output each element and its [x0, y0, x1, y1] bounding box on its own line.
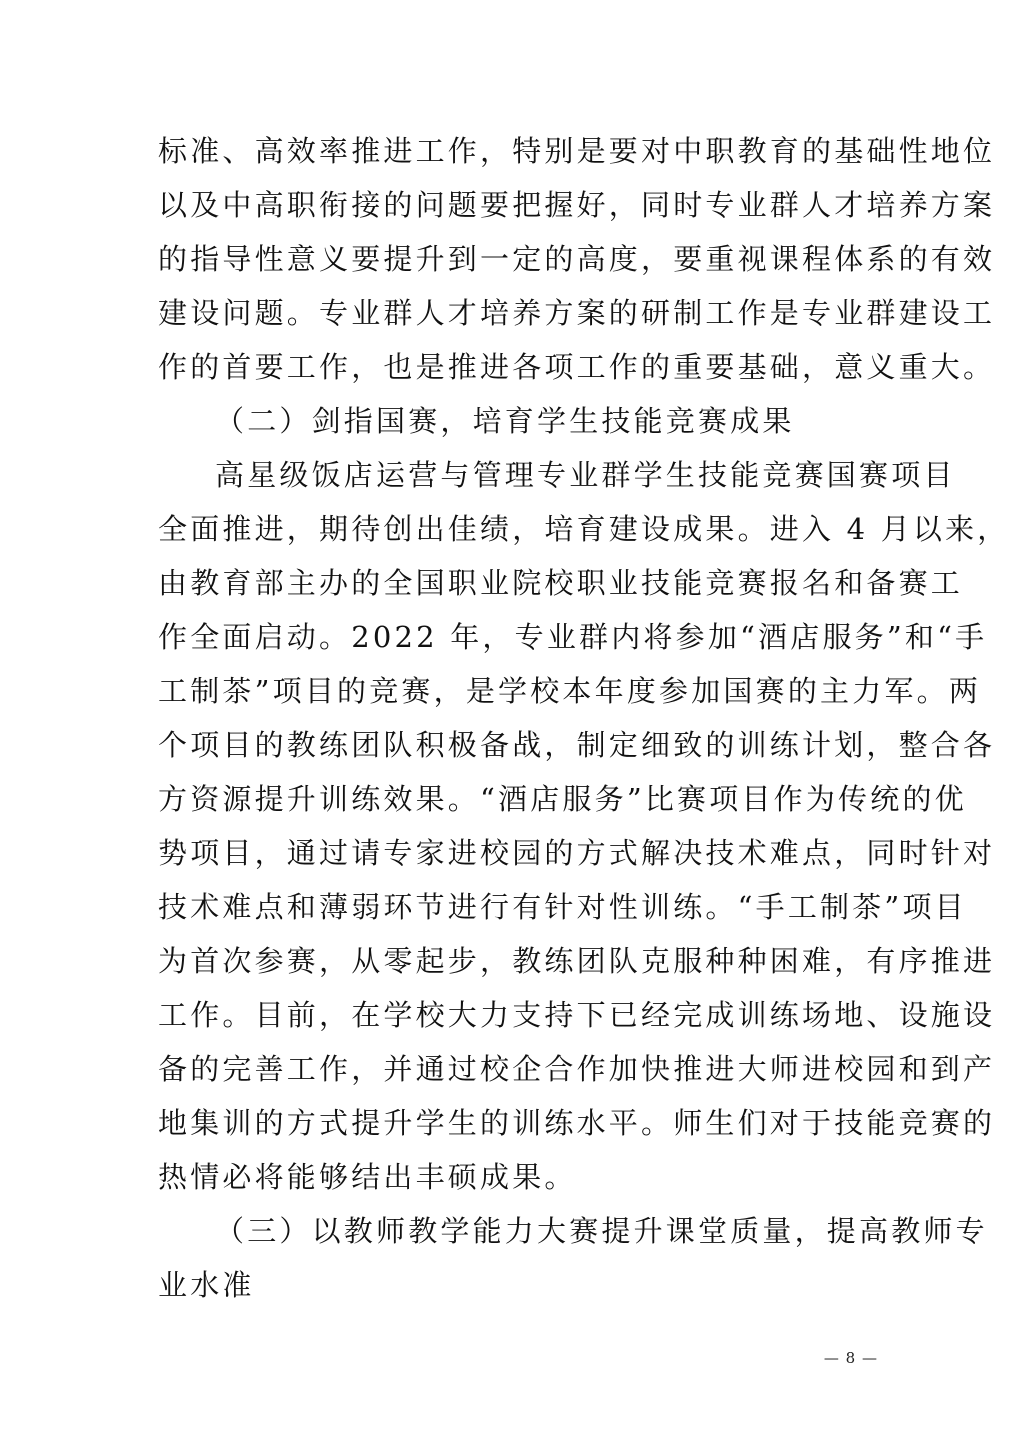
- section-heading: （二）剑指国赛，培育学生技能竞赛成果: [215, 404, 795, 438]
- paragraph-line: 高星级饭店运营与管理专业群学生技能竞赛国赛项目: [215, 458, 956, 492]
- paragraph-line: 备的完善工作，并通过校企合作加快推进大师进校园和到产: [158, 1052, 996, 1086]
- paragraph-line: 由教育部主办的全国职业院校职业技能竞赛报名和备赛工: [158, 566, 964, 600]
- paragraph-line: 势项目，通过请专家进校园的方式解决技术难点，同时针对: [158, 836, 996, 870]
- paragraph-line: 个项目的教练团队积极备战，制定细致的训练计划，整合各: [158, 728, 996, 762]
- section-heading: （三）以教师教学能力大赛提升课堂质量，提高教师专: [215, 1214, 988, 1248]
- paragraph-line: 工制茶”项目的竞赛，是学校本年度参加国赛的主力军。两: [158, 674, 982, 708]
- section-heading-continuation: 业水准: [158, 1268, 255, 1302]
- page-number: — 8 —: [823, 1349, 878, 1367]
- paragraph-line: 地集训的方式提升学生的训练水平。师生们对于技能竞赛的: [158, 1106, 996, 1140]
- paragraph-line: 作全面启动。2022 年，专业群内将参加“酒店服务”和“手: [158, 620, 988, 654]
- paragraph-line: 作的首要工作，也是推进各项工作的重要基础，意义重大。: [158, 350, 996, 384]
- paragraph-line: 建设问题。专业群人才培养方案的研制工作是专业群建设工: [158, 296, 996, 330]
- paragraph-line: 以及中高职衔接的问题要把握好，同时专业群人才培养方案: [158, 188, 996, 222]
- paragraph-line: 为首次参赛，从零起步，教练团队克服种种困难，有序推进: [158, 944, 996, 978]
- paragraph-line: 热情必将能够结出丰硕成果。: [158, 1160, 577, 1194]
- paragraph-line: 标准、高效率推进工作，特别是要对中职教育的基础性地位: [158, 134, 996, 168]
- paragraph-line: 技术难点和薄弱环节进行有针对性训练。“手工制茶”项目: [158, 890, 967, 924]
- paragraph-line: 工作。目前，在学校大力支持下已经完成训练场地、设施设: [158, 998, 996, 1032]
- paragraph-line: 全面推进，期待创出佳绩，培育建设成果。进入 4 月以来，: [158, 512, 1010, 546]
- paragraph-line: 的指导性意义要提升到一定的高度，要重视课程体系的有效: [158, 242, 996, 276]
- paragraph-line: 方资源提升训练效果。“酒店服务”比赛项目作为传统的优: [158, 782, 967, 816]
